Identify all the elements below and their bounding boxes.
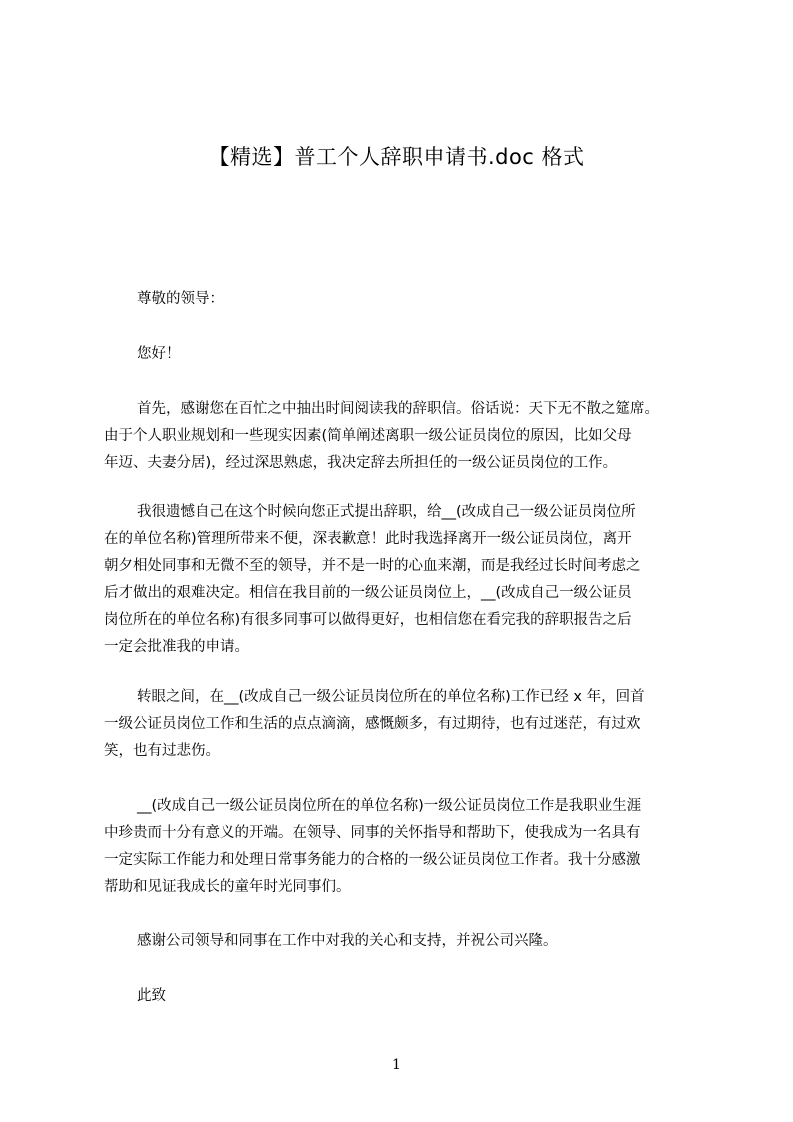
paragraph-2-line-5: 岗位所在的单位名称)有很多同事可以做得更好，也相信您在看完我的辞职报告之后: [104, 612, 632, 628]
paragraph-5-line-1: 感谢公司领导和同事在工作中对我的关心和支持，并祝公司兴隆。: [137, 933, 558, 949]
paragraph-1-line-2: 由于个人职业规划和一些现实因素(简单阐述离职一级公证员岗位的原因，比如父母: [104, 428, 632, 444]
paragraph-1-line-3: 年迈、夫妻分居)，经过深思熟虑，我决定辞去所担任的一级公证员岗位的工作。: [104, 455, 618, 471]
paragraph-3-line-3: 笑，也有过悲伤。: [104, 743, 220, 759]
paragraph-4-line-4: 帮助和见证我成长的童年时光同事们。: [104, 879, 351, 895]
closing: 此致: [137, 988, 166, 1004]
paragraph-2-line-2: 在的单位名称)管理所带来不便，深表歉意！此时我选择离开一级公证员岗位，离开: [104, 531, 632, 547]
paragraph-3-line-1: 转眼之间，在__(改成自己一级公证员岗位所在的单位名称)工作已经 x 年，回首: [137, 689, 645, 705]
paragraph-3-line-2: 一级公证员岗位工作和生活的点点滴滴，感慨颇多，有过期待，也有过迷茫，有过欢: [104, 716, 641, 732]
page-number: 1: [392, 1057, 401, 1073]
greeting: 您好！: [137, 346, 181, 362]
salutation: 尊敬的领导：: [137, 291, 224, 307]
paragraph-4-line-3: 一定实际工作能力和处理日常事务能力的合格的一级公证员岗位工作者。我十分感激: [104, 852, 641, 868]
paragraph-2-line-6: 一定会批准我的申请。: [104, 639, 249, 655]
paragraph-2-line-1: 我很遗憾自己在这个时候向您正式提出辞职，给__(改成自己一级公证员岗位所: [137, 504, 636, 520]
document-title: 【精选】普工个人辞职申请书.doc 格式: [208, 145, 585, 169]
paragraph-4-line-2: 中珍贵而十分有意义的开端。在领导、同事的关怀指导和帮助下，使我成为一名具有: [104, 825, 641, 841]
paragraph-2-line-4: 后才做出的艰难决定。相信在我目前的一级公证员岗位上，__(改成自己一级公证员: [104, 585, 632, 601]
paragraph-4-line-1: __(改成自己一级公证员岗位所在的单位名称)一级公证员岗位工作是我职业生涯: [137, 798, 642, 814]
paragraph-2-line-3: 朝夕相处同事和无微不至的领导，并不是一时的心血来潮，而是我经过长时间考虑之: [104, 558, 641, 574]
paragraph-1-line-1: 首先，感谢您在百忙之中抽出时间阅读我的辞职信。俗话说：天下无不散之筵席。: [137, 401, 659, 417]
